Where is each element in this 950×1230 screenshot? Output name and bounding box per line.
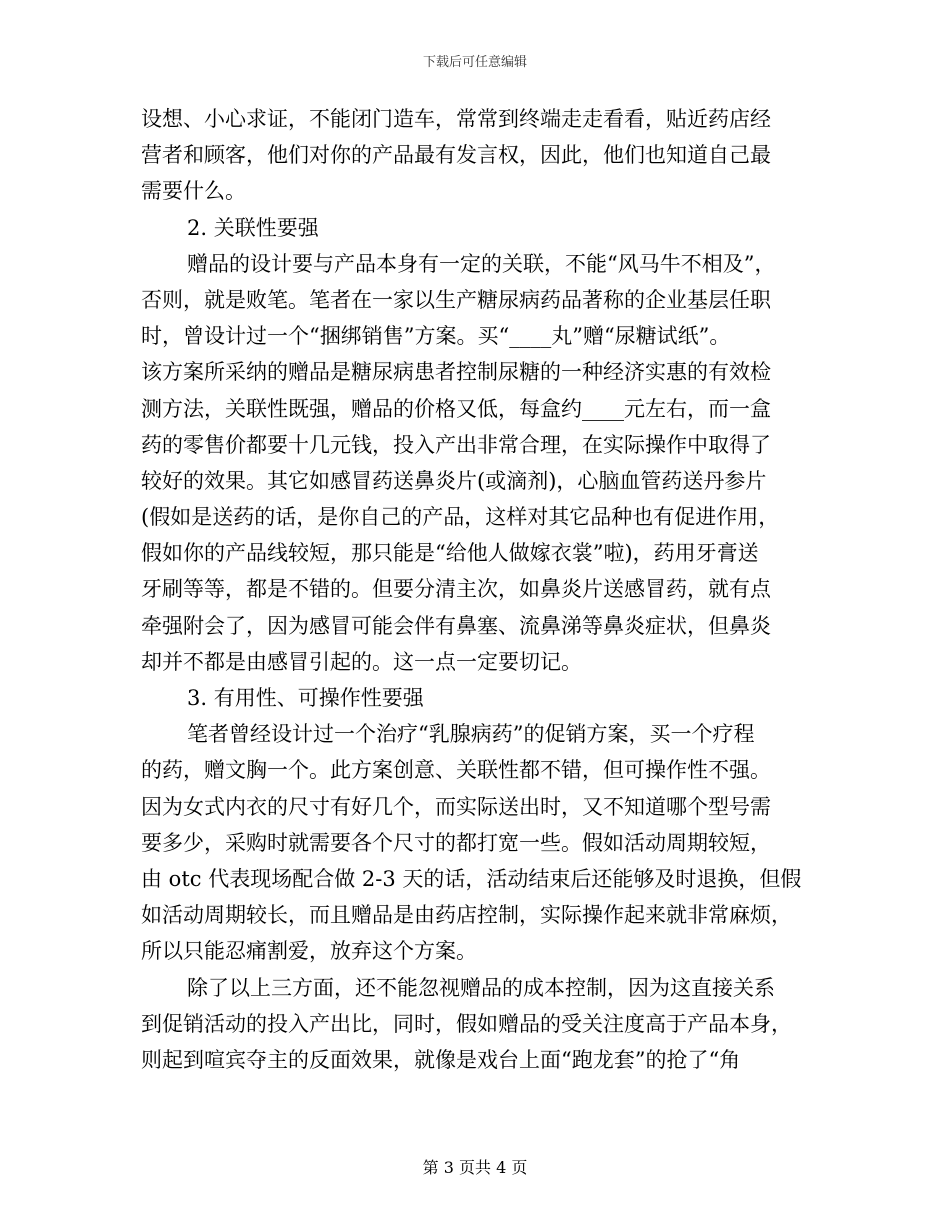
- body-line: 测方法，关联性既强，赠品的价格又低，每盒约____元左右，而一盒: [141, 396, 771, 421]
- page-footer: 第 3 页共 4 页: [422, 1158, 528, 1177]
- body-line: 笔者曾经设计过一个治疗“乳腺病药”的促销方案，买一个疗程: [187, 722, 755, 747]
- page-header: 下载后可任意编辑: [422, 55, 527, 70]
- body-line: 该方案所采纳的赠品是糖尿病患者控制尿糖的一种经济实惠的有效检: [141, 360, 771, 385]
- body-line: 2. 关联性要强: [187, 215, 319, 240]
- body-line: 营者和顾客，他们对你的产品最有发言权，因此，他们也知道自己最: [141, 143, 771, 168]
- body-line: 假如你的产品线较短，那只能是“给他人做嫁衣裳”啦)，药用牙膏送: [141, 541, 759, 566]
- document-body: [141, 101, 811, 1078]
- body-line: 则起到喧宾夺主的反面效果，就像是戏台上面“跑龙套”的抢了“角: [141, 1047, 741, 1072]
- body-line: 却并不都是由感冒引起的。这一点一定要切记。: [141, 649, 582, 674]
- body-line: 如活动周期较长，而且赠品是由药店控制，实际操作起来就非常麻烦，: [141, 903, 792, 928]
- body-line: 牙刷等等，都是不错的。但要分清主次，如鼻炎片送感冒药，就有点: [141, 577, 771, 602]
- body-line: 到促销活动的投入产出比，同时，假如赠品的受关注度高于产品本身，: [141, 1011, 792, 1036]
- body-line: 所以只能忍痛割爱，放弃这个方案。: [141, 939, 477, 964]
- body-line: 赠品的设计要与产品本身有一定的关联，不能“风马牛不相及”，: [187, 251, 776, 276]
- body-line: 牵强附会了，因为感冒可能会伴有鼻塞、流鼻涕等鼻炎症状，但鼻炎: [141, 613, 771, 638]
- body-line: 3. 有用性、可操作性要强: [187, 686, 424, 710]
- body-line: (假如是送药的话，是你自己的产品，这样对其它品种也有促进作用，: [141, 505, 780, 530]
- body-line: 的药，赠文胸一个。此方案创意、关联性都不错，但可操作性不强。: [141, 758, 771, 783]
- body-line: 否则，就是败笔。笔者在一家以生产糖尿病药品著称的企业基层任职: [141, 287, 771, 312]
- body-line: 较好的效果。其它如感冒药送鼻炎片(或滴剂)，心脑血管药送丹参片: [141, 468, 767, 493]
- body-line: 药的零售价都要十几元钱，投入产出非常合理，在实际操作中取得了: [141, 432, 771, 457]
- body-line: 除了以上三方面，还不能忽视赠品的成本控制，因为这直接关系: [187, 975, 775, 1000]
- body-line: 由 otc 代表现场配合做 2-3 天的话，活动结束后还能够及时退换，但假: [141, 866, 802, 891]
- body-line: 因为女式内衣的尺寸有好几个，而实际送出时，又不知道哪个型号需: [141, 794, 771, 819]
- body-line: 需要什么。: [141, 179, 246, 204]
- body-line: 要多少，采购时就需要各个尺寸的都打宽一些。假如活动周期较短，: [141, 830, 771, 855]
- body-line: 时，曾设计过一个“捆绑销售”方案。买“____丸”赠“尿糖试纸”。: [141, 324, 731, 349]
- body-line: 设想、小心求证，不能闭门造车，常常到终端走走看看，贴近药店经: [141, 107, 771, 131]
